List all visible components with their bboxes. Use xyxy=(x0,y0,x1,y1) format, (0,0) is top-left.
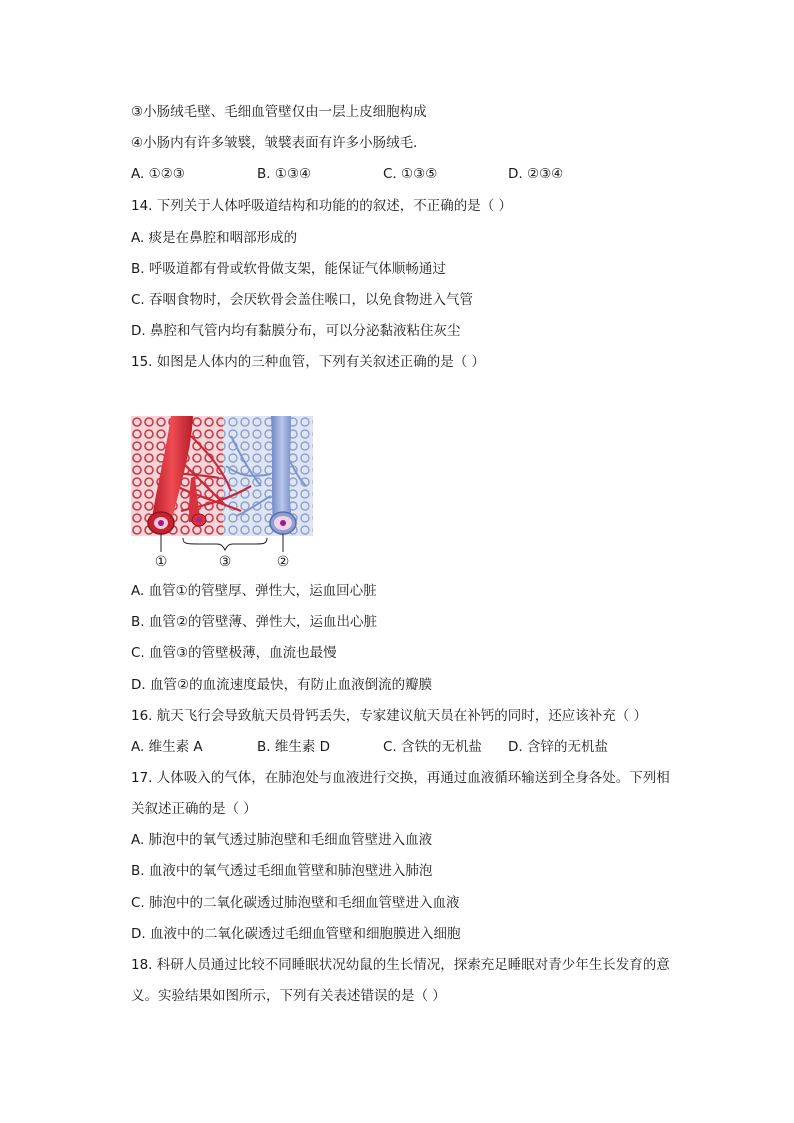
q14-option-d: D. 鼻腔和气管内均有黏膜分布，可以分泌黏液粘住灰尘 xyxy=(131,323,461,339)
label-2: ② xyxy=(276,554,290,570)
q17-stem-line1: 17. 人体吸入的气体，在肺泡处与血液进行交换，再通过血液循环输送到全身各处。下列相 xyxy=(131,770,670,786)
q17-option-b: B. 血液中的氧气透过毛细血管壁和肺泡壁进入肺泡 xyxy=(131,863,433,879)
q14-option-c: C. 吞咽食物时，会厌软骨会盖住喉口，以免食物进入气管 xyxy=(131,292,474,308)
q14-stem: 14. 下列关于人体呼吸道结构和功能的的叙述，不正确的是（ ） xyxy=(131,198,513,214)
q15-option-d: D. 血管②的血流速度最快，有防止血液倒流的瓣膜 xyxy=(131,677,433,693)
q17-option-a: A. 肺泡中的氧气透过肺泡壁和毛细血管壁进入血液 xyxy=(131,832,433,848)
q13-option-c: C. ①③⑤ xyxy=(383,166,438,182)
q16-option-a: A. 维生素 A xyxy=(131,739,203,755)
q13-option-b: B. ①③④ xyxy=(257,166,312,182)
q13-option-d: D. ②③④ xyxy=(508,166,564,182)
artery-blood-cell xyxy=(158,520,164,526)
q16-stem: 16. 航天飞行会导致航天员骨钙丢失，专家建议航天员在补钙的同时，还应该补充（ ） xyxy=(131,708,648,724)
label-3: ③ xyxy=(218,554,232,570)
text-line: ③小肠绒毛壁、毛细血管壁仅由一层上皮细胞构成 xyxy=(131,104,427,120)
q15-option-b: B. 血管②的管壁薄、弹性大，运血出心脏 xyxy=(131,614,377,630)
q13-options xyxy=(131,164,691,184)
text-line: ④小肠内有许多皱襞，皱襞表面有许多小肠绒毛． xyxy=(131,135,427,151)
q14-option-a: A. 痰是在鼻腔和咽部形成的 xyxy=(131,230,298,246)
q17-option-c: C. 肺泡中的二氧化碳透过肺泡壁和毛细血管壁进入血液 xyxy=(131,895,460,911)
blood-vessels-figure xyxy=(131,416,315,572)
label-1: ① xyxy=(154,554,168,570)
q16-options xyxy=(131,737,691,757)
q14-option-b: B. 呼吸道都有骨或软骨做支架，能保证气体顺畅通过 xyxy=(131,261,446,277)
brace-3 xyxy=(183,538,267,550)
q15-option-a: A. 血管①的管壁厚、弹性大，运血回心脏 xyxy=(131,583,377,599)
vein xyxy=(271,416,293,524)
q15-option-c: C. 血管③的管壁极薄，血流也最慢 xyxy=(131,645,337,661)
q17-stem-line2: 关叙述正确的是（ ） xyxy=(131,801,257,817)
vein-blood-cell xyxy=(280,520,286,526)
q18-stem-line1: 18. 科研人员通过比较不同睡眠状况幼鼠的生长情况，探索充足睡眠对青少年生长发育的意 xyxy=(131,957,670,973)
q18-stem-line2: 义。实验结果如图所示，下列有关表述错误的是（ ） xyxy=(131,988,446,1004)
capillary-blood-cell xyxy=(196,517,202,523)
q16-option-c: C. 含铁的无机盐 xyxy=(383,739,483,755)
q13-option-a: A. ①②③ xyxy=(131,166,185,182)
q16-option-b: B. 维生素 D xyxy=(257,739,331,755)
q15-stem: 15. 如图是人体内的三种血管，下列有关叙述正确的是（ ） xyxy=(131,354,486,370)
q16-option-d: D. 含锌的无机盐 xyxy=(508,739,608,755)
q17-option-d: D. 血液中的二氧化碳透过毛细血管壁和细胞膜进入细胞 xyxy=(131,926,461,942)
